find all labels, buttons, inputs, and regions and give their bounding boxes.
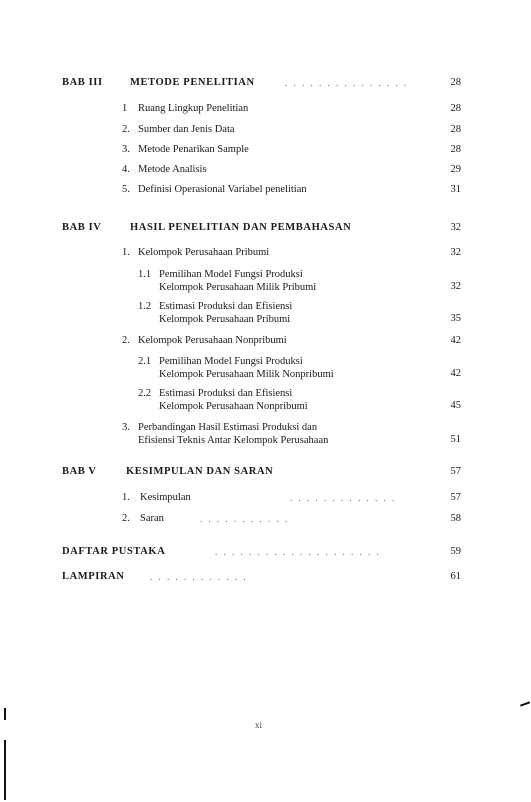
bab4-item-3-page: 51	[450, 434, 461, 445]
bab5-item-1-num: 1.	[122, 492, 130, 503]
bab4-item-2-2-num: 2.2	[138, 388, 152, 399]
bab4-item-1-text: Kelompok Perusahaan Pribumi	[138, 247, 270, 258]
bab3-item-2-page: 28	[450, 124, 461, 135]
bab3-item-4-num: 4.	[122, 164, 130, 175]
scan-mark	[520, 701, 530, 706]
bab3-item-5-text: Definisi Operasional Variabel penelitian	[138, 184, 307, 195]
leader-dots: . . . . . . . . . . . . . . .	[285, 78, 409, 88]
bab4-title: HASIL PENELITIAN DAN PEMBAHASAN	[130, 222, 352, 233]
bab4-item-2-1-line2: Kelompok Perusahaan Milik Nonpribumi	[159, 369, 334, 380]
lampiran-title: LAMPIRAN	[62, 571, 125, 582]
daftar-pustaka-title: DAFTAR PUSTAKA	[62, 546, 166, 557]
bab4-item-1-2-num: 1.2	[138, 301, 152, 312]
bab5-item-2-page: 58	[450, 513, 461, 524]
bab4-item-1-1-line2: Kelompok Perusahaan Milik Pribumi	[159, 282, 317, 293]
bab4-item-2-1-num: 2.1	[138, 356, 152, 367]
bab3-page: 28	[450, 77, 461, 88]
leader-dots: . . . . . . . . . . .	[200, 514, 290, 524]
page-number: xi	[255, 720, 263, 730]
bab3-item-1-page: 28	[450, 103, 461, 114]
lampiran-page: 61	[450, 571, 461, 582]
bab4-item-1-2-page: 35	[450, 313, 461, 324]
daftar-pustaka-page: 59	[450, 546, 461, 557]
bab4-item-1-1-page: 32	[450, 281, 461, 292]
bab5-item-2-num: 2.	[122, 513, 130, 524]
bab3-item-3-num: 3.	[122, 144, 130, 155]
bab4-item-2-2-line1: Estimasi Produksi dan Efisiensi	[159, 388, 293, 399]
bab4-item-2-text: Kelompok Perusahaan Nonpribumi	[138, 335, 287, 346]
bab4-item-1-page: 32	[450, 247, 461, 258]
bab5-page: 57	[450, 466, 461, 477]
bab4-item-1-1-num: 1.1	[138, 269, 152, 280]
bab3-title: METODE PENELITIAN	[130, 77, 255, 88]
bab3-item-5-num: 5.	[122, 184, 130, 195]
bab4-item-2-2-line2: Kelompok Perusahaan Nonpribumi	[159, 401, 308, 412]
bab3-item-2-text: Sumber dan Jenis Data	[138, 124, 235, 135]
bab4-item-2-page: 42	[450, 335, 461, 346]
bab5-item-1-page: 57	[450, 492, 461, 503]
bab4-item-3-num: 3.	[122, 422, 130, 433]
bab3-item-5-page: 31	[450, 184, 461, 195]
bab4-item-1-2-line2: Kelompok Perusahaan Pribumi	[159, 314, 291, 325]
bab4-page: 32	[450, 222, 461, 233]
bab3-item-1-text: Ruang Lingkup Penelitian	[138, 103, 249, 114]
bab4-item-2-num: 2.	[122, 335, 130, 346]
leader-dots: . . . . . . . . . . . . .	[290, 493, 397, 503]
bab5-title: KESIMPULAN DAN SARAN	[126, 466, 274, 477]
scan-mark	[4, 740, 6, 800]
bab4-item-2-1-line1: Pemilihan Model Fungsi Produksi	[159, 356, 303, 367]
leader-dots: . . . . . . . . . . . .	[150, 572, 248, 582]
bab4-label: BAB IV	[62, 222, 102, 233]
bab4-item-1-2-line1: Estimasi Produksi dan Efisiensi	[159, 301, 293, 312]
bab4-item-3-line2: Efisiensi Teknis Antar Kelompok Perusahaan	[138, 435, 329, 446]
bab4-item-2-1-page: 42	[450, 368, 461, 379]
bab3-item-1-num: 1	[122, 103, 128, 114]
bab5-label: BAB V	[62, 466, 97, 477]
bab3-item-3-text: Metode Penarikan Sample	[138, 144, 249, 155]
bab3-item-2-num: 2.	[122, 124, 130, 135]
bab4-item-2-2-page: 45	[450, 400, 461, 411]
bab4-item-3-line1: Perbandingan Hasil Estimasi Produksi dan	[138, 422, 318, 433]
bab3-item-3-page: 28	[450, 144, 461, 155]
bab3-item-4-page: 29	[450, 164, 461, 175]
bab3-label: BAB III	[62, 77, 103, 88]
bab3-item-4-text: Metode Analisis	[138, 164, 207, 175]
bab4-item-1-num: 1.	[122, 247, 130, 258]
leader-dots: . . . . . . . . . . . . . . . . . . . .	[215, 547, 381, 557]
bab5-item-1-text: Kesimpulan	[140, 492, 191, 503]
bab4-item-1-1-line1: Pemilihan Model Fungsi Produksi	[159, 269, 303, 280]
bab5-item-2-text: Saran	[140, 513, 164, 524]
scan-mark	[4, 708, 6, 720]
